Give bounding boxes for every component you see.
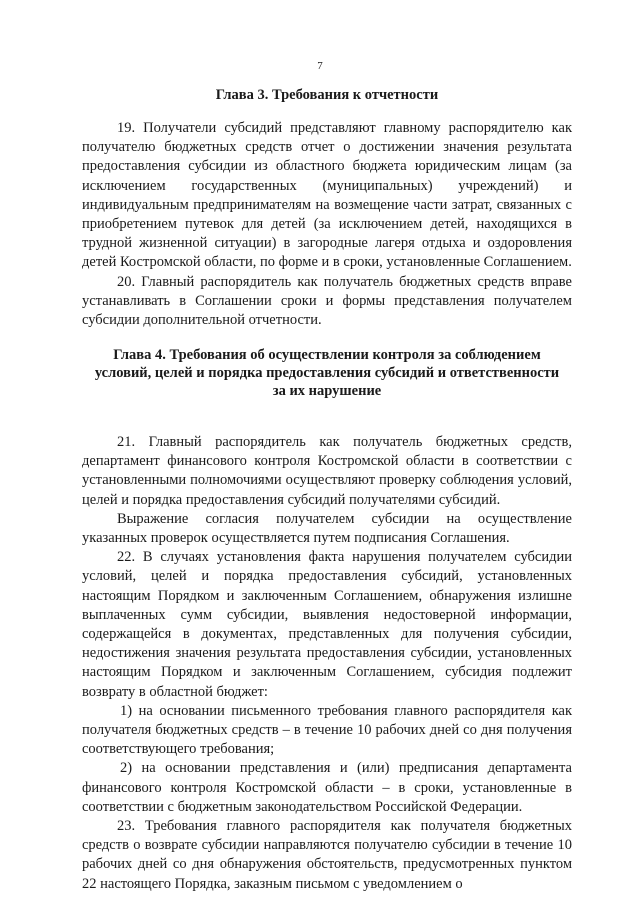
chapter-3-title: Глава 3. Требования к отчетности bbox=[215, 87, 439, 103]
chapter-4-title bbox=[82, 346, 572, 400]
paragraph-20: 20. Главный распорядитель как получатель бюджетных средств вправе устанавливать в Соглашении сроки и формы представления получателем субсидии дополнительной отчетности. bbox=[82, 273, 572, 329]
paragraph-21: 21. Главный распорядитель как получатель бюджетных средств, департамент финансового контроля Костромской области в соответствии с установленными полномочиями осуществляют проверку соблюдения условий, целей и порядка предоставления субсидий получателями субсидий. bbox=[82, 434, 572, 508]
paragraph-22-item-2: 2) на основании представления и (или) предписания департамента финансового контроля Костромской области – в сроки, установленные в соответствии с бюджетным законодательством Российской Федерации. bbox=[82, 760, 572, 815]
chapter-4-body bbox=[82, 433, 572, 894]
chapter-4-title-line-1: Глава 4. Требования об осуществлении контроля за соблюдением bbox=[113, 347, 541, 363]
chapter-3-body bbox=[82, 119, 572, 330]
paragraph-23: 23. Требования главного распорядителя как получателя бюджетных средств о возврате субсидии направляются получателю субсидии в течение 10 рабочих дней со дня обнаружения обстоятельств, предусмотренных пунктом 22 настоящего Порядка, заказным письмом с уведомлением о bbox=[82, 818, 572, 892]
chapter-4-title-line-2: условий, целей и порядка предоставления субсидий и ответственности bbox=[94, 365, 560, 381]
paragraph-21-consent: Выражение согласия получателем субсидии на осуществление указанных проверок осуществляется путем подписания Соглашения. bbox=[82, 510, 572, 547]
paragraph-22-item-1: 1) на основании письменного требования главного распорядителя как получателя бюджетных средств – в течение 10 рабочих дней со дня получения соответствующего требования; bbox=[82, 702, 572, 758]
paragraph-19: 19. Получатели субсидий представляют главному распорядителю как получателю бюджетных средств отчет о достижении значения результата предоставления субсидии из областного бюджета юридическим лицам (за исключением государственных (муниципальных) учреждений) и индивидуальным предпринимателям на возмещение части затрат, связанных с приобретением путевок для детей (за исключением детей, находящихся в трудной жизненной ситуации) в загородные лагеря отдыха и оздоровления детей Костромской области, по форме и в сроки, установленные Соглашением. bbox=[82, 120, 572, 271]
chapter-4-title-line-3: за их нарушение bbox=[272, 383, 382, 399]
page-number: 7 bbox=[317, 60, 323, 72]
paragraph-22: 22. В случаях установления факта нарушения получателем субсидии условий, целей и порядка предоставления субсидий, установленных настоящим Порядком и заключенным Соглашением, обнаружения излишне выплаченных сумм субсидии, выявления недостоверной информации, содержащейся в документах, представленных для получения субсидии, недостижения значения результата предоставления субсидии, установленных настоящим Порядком и заключенным Соглашением, субсидия подлежит возврату в областной бюджет: bbox=[82, 549, 572, 700]
